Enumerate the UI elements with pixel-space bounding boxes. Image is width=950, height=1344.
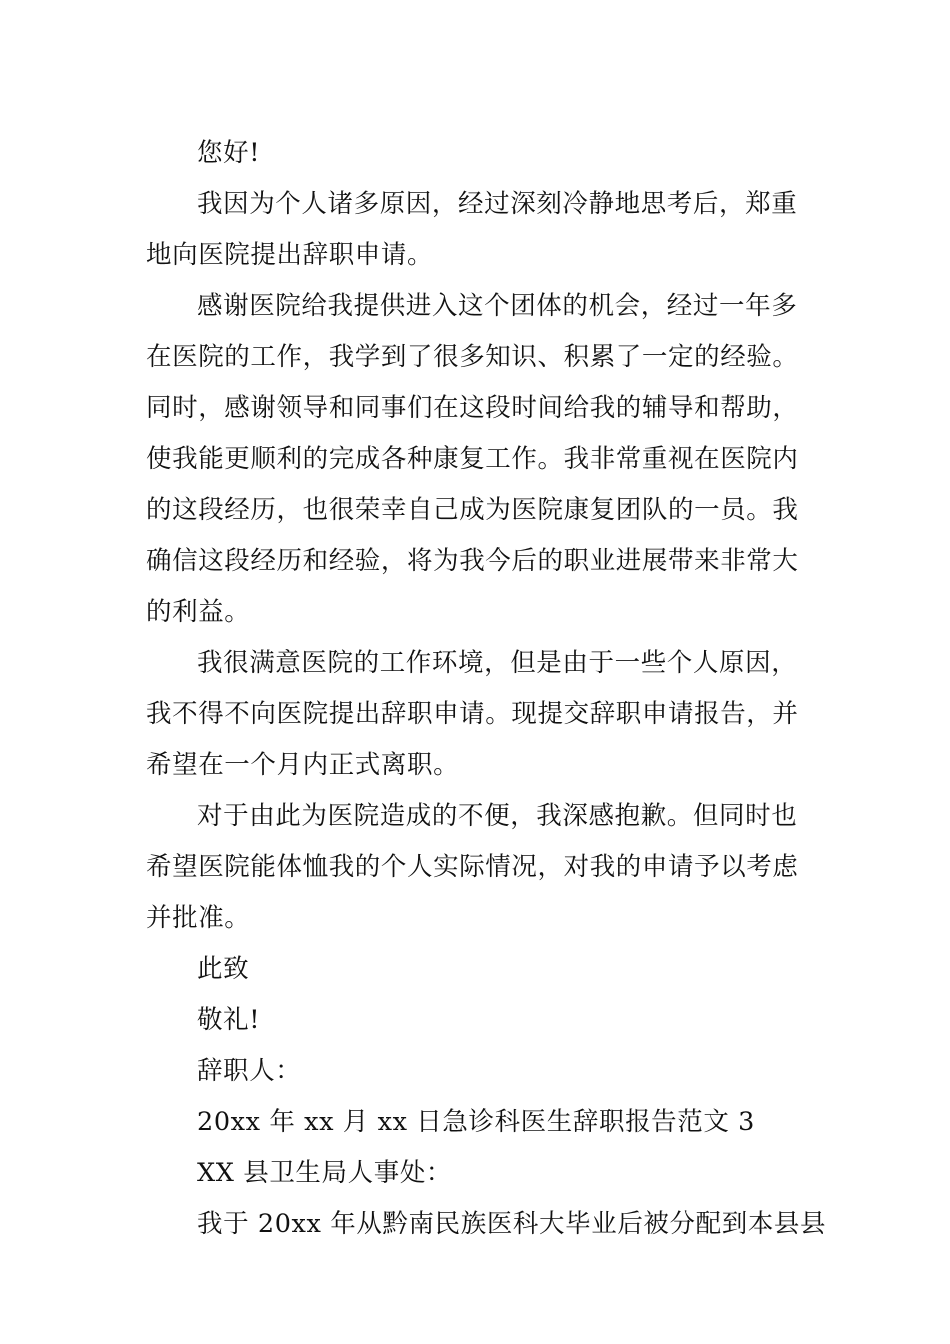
paragraph-line: 我很满意医院的工作环境，但是由于一些个人原因， xyxy=(197,648,798,678)
closing-regards: 敬礼! xyxy=(197,1005,261,1035)
paragraph-line: 使我能更顺利的完成各种康复工作。我非常重视在医院内 xyxy=(146,444,799,474)
paragraph-line: 我于 20xx 年从黔南民族医科大毕业后被分配到本县县 xyxy=(197,1209,827,1239)
greeting: 您好! xyxy=(197,138,261,168)
closing-salutation: 此致 xyxy=(197,954,250,984)
paragraph-line: 的这段经历，也很荣幸自己成为医院康复团队的一员。我 xyxy=(146,495,799,525)
paragraph-line: 同时，感谢领导和同事们在这段时间给我的辅导和帮助， xyxy=(146,393,799,423)
paragraph-line: 并批准。 xyxy=(146,903,251,933)
paragraph-line: 感谢医院给我提供进入这个团体的机会，经过一年多 xyxy=(197,291,798,321)
paragraph-line: 希望在一个月内正式离职。 xyxy=(146,750,460,780)
paragraph-graduation xyxy=(146,1199,827,1250)
paragraph-line: 地向医院提出辞职申请。 xyxy=(146,240,434,270)
recipient-line: XX 县卫生局人事处： xyxy=(197,1158,453,1188)
paragraph-line: 我不得不向医院提出辞职申请。现提交辞职申请报告，并 xyxy=(146,699,799,729)
paragraph-reason xyxy=(146,179,808,281)
paragraph-line: 对于由此为医院造成的不便，我深感抱歉。但同时也 xyxy=(197,801,798,831)
paragraph-line: 希望医院能体恤我的个人实际情况，对我的申请予以考虑 xyxy=(146,852,799,882)
signature-label: 辞职人： xyxy=(197,1056,302,1086)
paragraph-thanks xyxy=(146,281,808,638)
paragraph-line: 在医院的工作，我学到了很多知识、积累了一定的经验。 xyxy=(146,342,799,372)
paragraph-line: 我因为个人诸多原因，经过深刻冷静地思考后，郑重 xyxy=(197,189,798,219)
paragraph-line: 的利益。 xyxy=(146,597,251,627)
paragraph-environment xyxy=(146,638,808,791)
letter-body xyxy=(146,128,827,1250)
date-and-next-title: 20xx 年 xx 月 xx 日急诊科医生辞职报告范文 3 xyxy=(197,1107,755,1137)
paragraph-line: 确信这段经历和经验，将为我今后的职业进展带来非常大 xyxy=(146,546,799,576)
paragraph-apology xyxy=(146,791,808,944)
